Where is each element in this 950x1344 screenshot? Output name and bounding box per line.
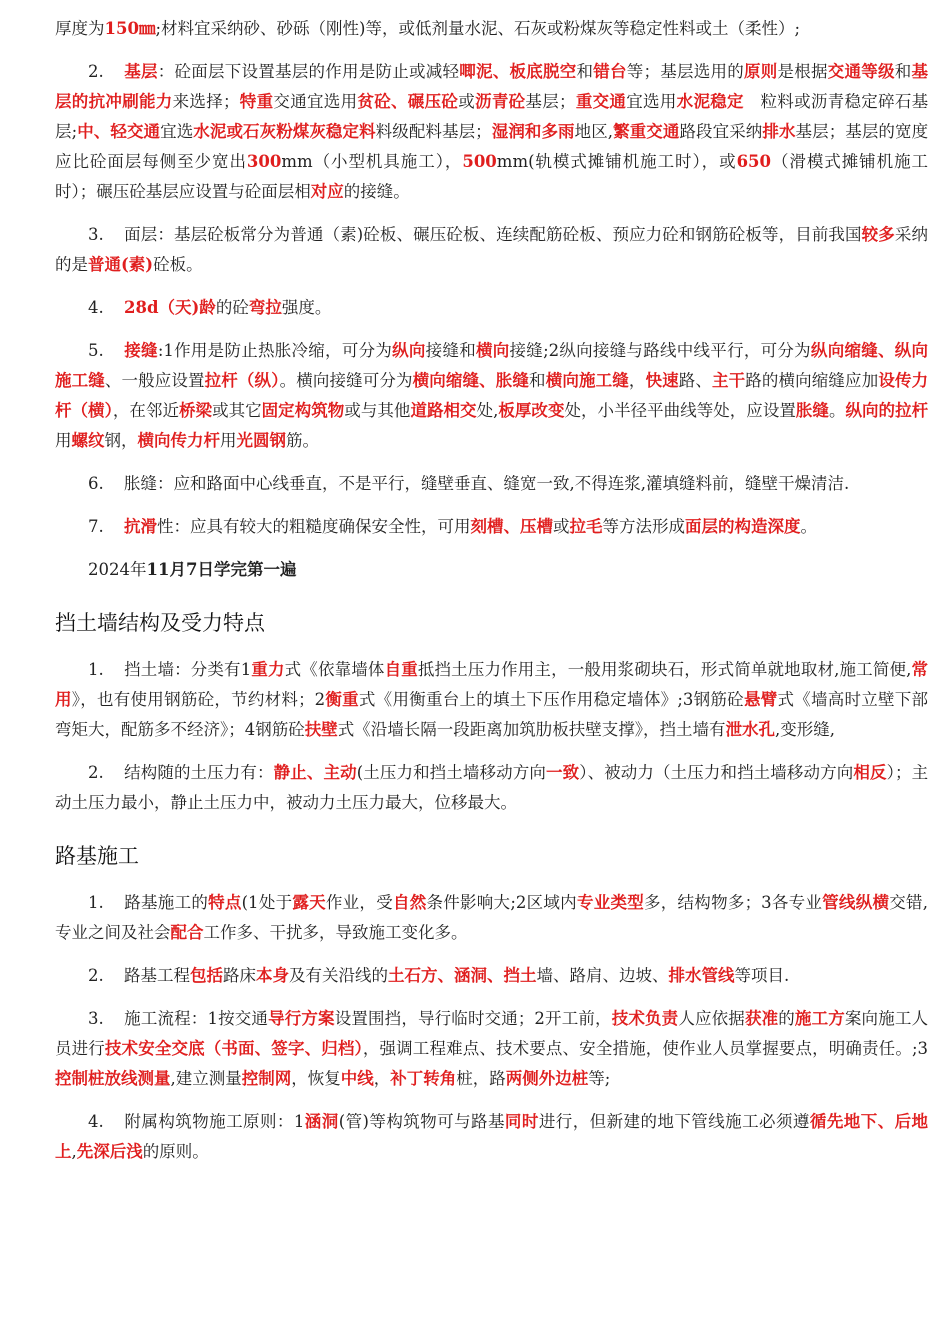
body-text: 条件影响大;2区域内 bbox=[426, 893, 577, 912]
text: ;材料宜采纳砂、砂砾（刚性)等，或低剂量水泥、石灰或粉煤灰等稳定性料或土（柔性）; bbox=[155, 19, 801, 38]
highlight-text: 28d（天)龄 bbox=[124, 298, 216, 317]
highlight-text: 横向施工缝 bbox=[545, 371, 629, 390]
body-text: 采纳的是 bbox=[55, 225, 929, 274]
body-text: ， bbox=[628, 371, 646, 390]
earth-pressure-item bbox=[55, 758, 928, 818]
body-text: 地区, bbox=[574, 122, 614, 141]
highlight-text: 胀缝 bbox=[795, 401, 829, 420]
highlight-text: 静止、主动 bbox=[273, 763, 357, 782]
item-number: 7. bbox=[88, 517, 104, 536]
body-text: 宜选用 bbox=[626, 92, 677, 111]
highlight-text: 自然 bbox=[392, 893, 427, 912]
item-number: 6. bbox=[88, 474, 104, 493]
body-text: 面层：基层砼板常分为普通（素)砼板、碾压砼板、连续配筋砼板、预应力砼和钢筋砼板等，目前我国 bbox=[124, 225, 862, 244]
body-text: (土压力和挡土墙移动方向 bbox=[356, 763, 546, 782]
body-text: 7 bbox=[185, 560, 198, 579]
highlight-text: 特点 bbox=[208, 893, 242, 912]
item-number: 3. bbox=[88, 225, 104, 244]
item-number: 3. bbox=[88, 1009, 104, 1028]
highlight-text: 较多 bbox=[861, 225, 895, 244]
highlight-text: 横向传力杆 bbox=[137, 431, 220, 450]
highlight-text: 先深后浅 bbox=[76, 1142, 143, 1161]
body-text: 抵挡土压力作用主，一般用浆砌块石，形式简单就地取材,施工简便, bbox=[417, 660, 912, 679]
highlight-text: 刻槽、压槽 bbox=[470, 517, 553, 536]
highlight-text: 自重 bbox=[384, 660, 418, 679]
highlight-text: 湿润和多雨 bbox=[491, 122, 575, 141]
body-text: ,建立测量 bbox=[170, 1069, 242, 1088]
body-text: 的砼 bbox=[215, 298, 249, 317]
body-text: (管)等构筑物可与路基 bbox=[338, 1112, 505, 1131]
body-text: ）；主动土压力最小，静止土压力中，被动力土压力最大，位移最大。 bbox=[55, 763, 929, 812]
highlight-text: 扶壁 bbox=[304, 720, 338, 739]
base-layer-item bbox=[55, 57, 928, 207]
highlight-text: 纵向缩缝、纵向施工缝 bbox=[55, 341, 929, 390]
ancillary-structures-item bbox=[55, 1107, 928, 1167]
body-text: 胀缝：应和路面中心线垂直，不是平行，缝壁垂直、缝宽一致,不得连浆,灌填缝料前，缝壁干燥清洁. bbox=[124, 474, 850, 493]
item-number: 2. bbox=[88, 763, 104, 782]
highlight-text: 500 bbox=[462, 152, 497, 171]
document-page bbox=[55, 14, 928, 1180]
body-text: 或其它 bbox=[212, 401, 262, 420]
body-text: 接缝;2纵向接缝与路线中线平行，可分为 bbox=[509, 341, 811, 360]
highlight-text: 面层的构造深度 bbox=[685, 517, 801, 536]
highlight-text: 专业类型 bbox=[576, 893, 644, 912]
body-text: 等; bbox=[588, 1069, 611, 1088]
highlight-text: 沥青砼 bbox=[475, 92, 526, 111]
body-text: 式《用衡重台上的填土下压作用稳定墙体》;3钢筋砼 bbox=[358, 690, 744, 709]
highlight-text: 拉杆（纵） bbox=[204, 371, 280, 390]
body-text: 2024年 bbox=[88, 560, 147, 579]
body-text: mm(轨模式摊铺机施工时），或 bbox=[496, 152, 737, 171]
body-text: 路基工程 bbox=[124, 966, 190, 985]
body-text: 设置围挡，导行临时交通；2开工前， bbox=[334, 1009, 612, 1028]
item-number: 1. bbox=[88, 660, 104, 679]
body-text: 等项目. bbox=[734, 966, 790, 985]
text: 厚度为 bbox=[55, 19, 105, 38]
surface-layer-item bbox=[55, 220, 928, 280]
body-text: 多，结构物多；3各专业 bbox=[644, 893, 823, 912]
body-text: 的接缝。 bbox=[343, 182, 410, 201]
body-text: ，恢复 bbox=[291, 1069, 341, 1088]
highlight-text: 贫砼、碾压砼 bbox=[357, 92, 459, 111]
subgrade-scope-item bbox=[55, 961, 928, 991]
body-text: 路基施工的 bbox=[124, 893, 209, 912]
body-text: 和 bbox=[894, 62, 912, 81]
highlight-text: 交通等级 bbox=[827, 62, 895, 81]
highlight-text: 基层的抗冲刷能力 bbox=[55, 62, 928, 111]
highlight-text: 排水 bbox=[762, 122, 796, 141]
body-text: 月 bbox=[169, 560, 186, 579]
highlight-text: 650 bbox=[736, 152, 772, 171]
body-text: 人应依据 bbox=[678, 1009, 745, 1028]
body-text: 路床 bbox=[223, 966, 256, 985]
body-text: 来选择； bbox=[172, 92, 240, 111]
body-text: 路段宜采纳 bbox=[679, 122, 763, 141]
body-text: 处, bbox=[476, 401, 499, 420]
highlight-text: 中、轻交通 bbox=[77, 122, 161, 141]
item-number: 4. bbox=[88, 298, 104, 317]
highlight-text: 循先地下、后地上 bbox=[55, 1112, 929, 1161]
retaining-wall-types-item bbox=[55, 655, 928, 745]
body-text: 挡土墙：分类有1 bbox=[124, 660, 252, 679]
body-text: 桩，路 bbox=[456, 1069, 506, 1088]
body-text: 和 bbox=[529, 371, 546, 390]
body-text: 交错,专业之间及社会 bbox=[55, 893, 928, 942]
highlight-text: 控制网 bbox=[241, 1069, 292, 1088]
highlight-text: 纵向 bbox=[392, 341, 426, 360]
body-text: 料级配料基层； bbox=[375, 122, 492, 141]
study-date-note bbox=[55, 555, 928, 585]
body-text: (1处于 bbox=[241, 893, 293, 912]
body-text: 。 bbox=[828, 401, 846, 420]
highlight-text: 错台 bbox=[593, 62, 627, 81]
body-text: 或 bbox=[458, 92, 476, 111]
highlight-text: 补丁转角 bbox=[390, 1069, 457, 1088]
highlight-text: 快速 bbox=[645, 371, 679, 390]
highlight-text: 普通(素) bbox=[88, 255, 154, 274]
body-text: 基层；基层的宽度应比砼面层每侧至少宽出 bbox=[55, 122, 929, 171]
body-text: 式《墙高时立壁下部弯矩大，配筋多不经济》；4钢筋砼 bbox=[55, 690, 929, 739]
body-text: 施工流程：1按交通 bbox=[124, 1009, 269, 1028]
body-text: 用 bbox=[220, 431, 237, 450]
highlight-text: 固定构筑物 bbox=[261, 401, 345, 420]
body-text: 处，小半径平曲线等处，应设置 bbox=[564, 401, 796, 420]
body-text: 日学完第一遍 bbox=[197, 560, 297, 579]
expansion-joint-item bbox=[55, 469, 928, 499]
item-number: 1. bbox=[88, 893, 104, 912]
body-text: 等；基层选用的 bbox=[626, 62, 744, 81]
highlight-text: 300 bbox=[246, 152, 282, 171]
highlight-text: 获准 bbox=[744, 1009, 779, 1028]
section-title-retaining-wall: 挡土墙结构及受力特点 bbox=[55, 611, 265, 635]
section-title-subgrade: 路基施工 bbox=[55, 844, 139, 868]
body-text: ，在邻近 bbox=[112, 401, 179, 420]
highlight-text: 特重 bbox=[239, 92, 274, 111]
subgrade-features-item bbox=[55, 888, 928, 948]
highlight-text: 设传力杆（横） bbox=[55, 371, 929, 420]
highlight-text: 拉毛 bbox=[569, 517, 603, 536]
body-text: 性：应具有较大的粗糙度确保安全性，可用 bbox=[157, 517, 471, 536]
body-text: ， bbox=[373, 1069, 391, 1088]
highlight-text: 技术安全交底（书面、签字、归档） bbox=[104, 1039, 363, 1058]
highlight: 150㎜ bbox=[104, 19, 156, 38]
item-number: 4. bbox=[88, 1112, 104, 1131]
highlight-text: 技术负责 bbox=[611, 1009, 679, 1028]
highlight-text: 泄水孔 bbox=[725, 720, 775, 739]
highlight-text: 主干 bbox=[712, 371, 746, 390]
highlight-text: 桥梁 bbox=[179, 401, 213, 420]
body-text: mm（小型机具施工）， bbox=[281, 152, 463, 171]
highlight-text: 弯拉 bbox=[248, 298, 282, 317]
body-text: 式《依靠墙体 bbox=[284, 660, 385, 679]
body-text: 钢， bbox=[104, 431, 138, 450]
body-text: 附属构筑物施工原则：1 bbox=[124, 1112, 305, 1131]
highlight-text: 基层 bbox=[124, 62, 158, 81]
highlight-text: 一致 bbox=[545, 763, 580, 782]
highlight-text: 道路相交 bbox=[410, 401, 477, 420]
highlight-text: 管线纵横 bbox=[822, 893, 890, 912]
highlight-text: 悬臂 bbox=[743, 690, 778, 709]
skid-resistance-item bbox=[55, 512, 928, 542]
highlight-text: 纵向的拉杆 bbox=[845, 401, 929, 420]
body-text: 、一般应设置 bbox=[104, 371, 205, 390]
body-text: , bbox=[71, 1142, 77, 1161]
body-text: 和 bbox=[576, 62, 594, 81]
body-text: 》，也有使用钢筋砼，节约材料；2 bbox=[71, 690, 326, 709]
body-text: ）、被动力（土压力和挡土墙移动方向 bbox=[579, 763, 854, 782]
highlight-text: 唧泥、板底脱空 bbox=[459, 62, 577, 81]
body-text: :1作用是防止热胀冷缩，可分为 bbox=[157, 341, 393, 360]
body-text: 进行，但新建的地下管线施工必须遵 bbox=[538, 1112, 810, 1131]
body-text: 的原则。 bbox=[142, 1142, 209, 1161]
body-text: 工作多、干扰多，导致施工变化多。 bbox=[203, 923, 468, 942]
highlight-text: 横向缩缝、胀缝 bbox=[412, 371, 530, 390]
body-text: 路、 bbox=[678, 371, 713, 390]
highlight-text: 本身 bbox=[256, 966, 289, 985]
body-text: 式《沿墙长隔一段距离加筑肋板扶壁支撑》，挡土墙有 bbox=[337, 720, 726, 739]
body-text: 砼板。 bbox=[153, 255, 203, 274]
item-number: 5. bbox=[88, 341, 104, 360]
highlight-text: 光圆钢 bbox=[236, 431, 286, 450]
body-text: 是根据 bbox=[777, 62, 828, 81]
highlight-text: 横向 bbox=[475, 341, 510, 360]
highlight-text: 重力 bbox=[251, 660, 285, 679]
highlight-text: 包括 bbox=[190, 966, 223, 985]
highlight-text: 露天 bbox=[292, 893, 326, 912]
highlight-text: 抗滑 bbox=[124, 517, 157, 536]
highlight-text: 施工方 bbox=[794, 1009, 845, 1028]
concrete-age-item bbox=[55, 293, 928, 323]
highlight-text: 两侧外边桩 bbox=[505, 1069, 589, 1088]
body-text: 接缝和 bbox=[425, 341, 476, 360]
highlight-text: 涵洞 bbox=[304, 1112, 339, 1131]
highlight-text: 常用 bbox=[55, 660, 929, 709]
joints-item bbox=[55, 336, 928, 456]
highlight-text: 板厚改变 bbox=[498, 401, 565, 420]
highlight-text: 排水管线 bbox=[668, 966, 735, 985]
body-text: 用 bbox=[55, 431, 72, 450]
body-text: 路的横向缩缝应加 bbox=[745, 371, 879, 390]
highlight-text: 土石方、涵洞、挡土 bbox=[388, 966, 537, 985]
highlight-text: 繁重交通 bbox=[613, 122, 680, 141]
body-text: 墙、路肩、边坡、 bbox=[536, 966, 669, 985]
body-text: 基层； bbox=[525, 92, 576, 111]
body-text: 作业，受 bbox=[325, 893, 393, 912]
body-text: 及有关沿线的 bbox=[289, 966, 388, 985]
body-text: 案向施工人员进行 bbox=[55, 1009, 928, 1058]
highlight-text: 螺纹 bbox=[71, 431, 105, 450]
body-text: 或 bbox=[553, 517, 570, 536]
body-text: （滑模式摊铺机施工时）；碾压砼基层应设置与砼面层相 bbox=[55, 152, 929, 201]
item-number: 2. bbox=[88, 966, 104, 985]
highlight-text: 控制桩放线测量 bbox=[55, 1069, 171, 1088]
highlight-text: 衡重 bbox=[325, 690, 359, 709]
construction-process-item bbox=[55, 1004, 928, 1094]
highlight-text: 同时 bbox=[504, 1112, 539, 1131]
highlight-text: 重交通 bbox=[575, 92, 627, 111]
body-text: 结构随的土压力有： bbox=[124, 763, 274, 782]
highlight-text: 原则 bbox=[744, 62, 778, 81]
body-text: 。横向接缝可分为 bbox=[279, 371, 413, 390]
body-text: 强度。 bbox=[281, 298, 332, 317]
body-text: 交通宜选用 bbox=[273, 92, 358, 111]
body-text: 粒料或沥青稳定碎石基层; bbox=[55, 92, 929, 141]
intro-paragraph bbox=[55, 14, 928, 44]
highlight-text: 相反 bbox=[853, 763, 887, 782]
body-text: 的 bbox=[778, 1009, 795, 1028]
body-text: 筋。 bbox=[286, 431, 319, 450]
highlight-text: 导行方案 bbox=[268, 1009, 335, 1028]
highlight-text: 水泥或石灰粉煤灰稳定料 bbox=[193, 122, 376, 141]
body-text: 。 bbox=[800, 517, 817, 536]
body-text: ：砼面层下设置基层的作用是防止或减轻 bbox=[157, 62, 460, 81]
highlight-text: 中线 bbox=[340, 1069, 374, 1088]
highlight-text: 对应 bbox=[310, 182, 344, 201]
body-text: ,变形缝, bbox=[775, 720, 835, 739]
body-text: 等方法形成 bbox=[602, 517, 685, 536]
body-text: 11 bbox=[146, 560, 170, 579]
highlight-text: 接缝 bbox=[124, 341, 158, 360]
item-number: 2. bbox=[88, 62, 104, 81]
highlight-text: 配合 bbox=[170, 923, 204, 942]
highlight-text: 水泥稳定 bbox=[676, 92, 744, 111]
body-text: 或与其他 bbox=[344, 401, 411, 420]
body-text: ，强调工程难点、技术要点、安全措施，使作业人员掌握要点，明确责任。;3 bbox=[362, 1039, 929, 1058]
body-text: 宜选 bbox=[160, 122, 194, 141]
